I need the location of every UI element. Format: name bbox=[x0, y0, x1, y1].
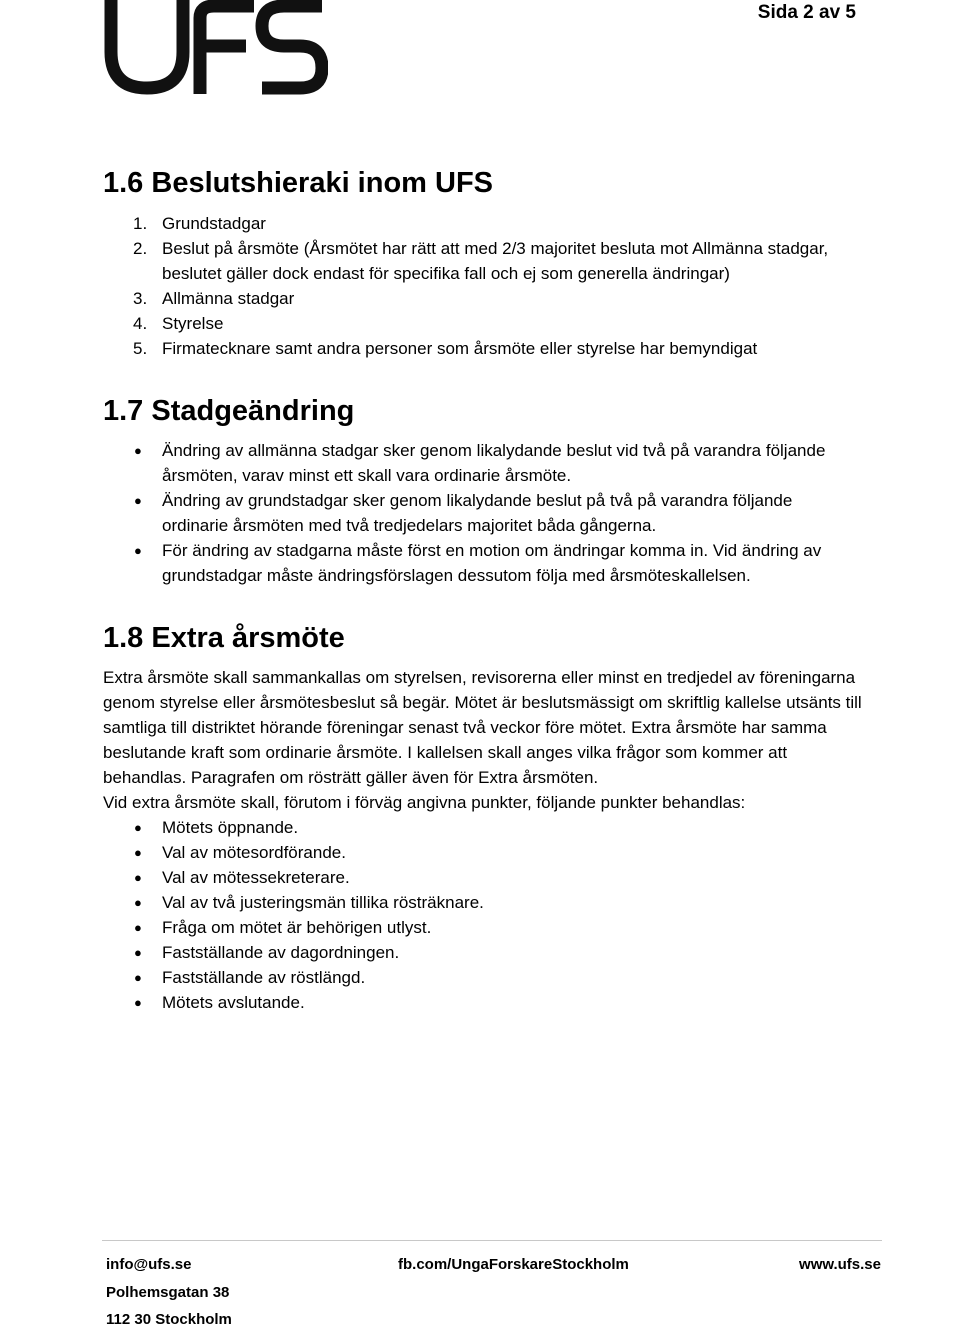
bullet-icon: ● bbox=[134, 895, 142, 910]
amendment-list bbox=[103, 438, 863, 588]
page-number: Sida 2 av 5 bbox=[757, 2, 856, 23]
bullet-icon: ● bbox=[134, 493, 142, 508]
bullet-icon: ● bbox=[134, 845, 142, 860]
list-marker: 4. bbox=[133, 314, 148, 333]
list-item bbox=[103, 488, 863, 538]
list-item-text: Firmatecknare samt andra personer som årsmöte eller styrelse har bemyndigat bbox=[162, 339, 758, 358]
list-item bbox=[103, 940, 863, 965]
list-marker: 5. bbox=[133, 339, 148, 358]
list-item bbox=[103, 915, 863, 940]
list-item-text: Beslut på årsmöte (Årsmötet har rätt att med 2/3 majoritet besluta mot Allmänna stadgar, beslutet gäller dock endast för specifika fall och ej som generella ändringar) bbox=[162, 239, 829, 283]
list-item-text: Val av två justeringsmän tillika rösträknare. bbox=[162, 893, 484, 912]
list-marker: 2. bbox=[133, 239, 148, 258]
bullet-icon: ● bbox=[134, 543, 142, 558]
list-item-text: Allmänna stadgar bbox=[162, 289, 295, 308]
list-item bbox=[103, 815, 863, 840]
list-item bbox=[103, 311, 863, 336]
list-item-text: Mötets öppnande. bbox=[162, 818, 299, 837]
list-marker: 1. bbox=[133, 214, 148, 233]
list-item bbox=[103, 538, 863, 588]
footer-divider bbox=[102, 1240, 882, 1241]
list-item bbox=[103, 236, 863, 286]
paragraph: Vid extra årsmöte skall, förutom i förväg angivna punkter, följande punkter behandlas: bbox=[103, 793, 746, 812]
section-heading-1-6: 1.6 Beslutshieraki inom UFS bbox=[103, 167, 494, 199]
list-item-text: Styrelse bbox=[162, 314, 224, 333]
bullet-icon: ● bbox=[134, 820, 142, 835]
list-item bbox=[103, 438, 863, 488]
list-item-text: Fastställande av dagordningen. bbox=[162, 943, 400, 962]
bullet-icon: ● bbox=[134, 995, 142, 1010]
list-item bbox=[103, 865, 863, 890]
list-item bbox=[103, 890, 863, 915]
section-heading-1-7: 1.7 Stadgeändring bbox=[103, 395, 355, 427]
list-item bbox=[103, 286, 863, 311]
list-item-text: För ändring av stadgarna måste först en motion om ändringar komma in. Vid ändring av grundstadgar måste ändringsförslagen dessutom följa med årsmöteskallelsen. bbox=[162, 541, 822, 585]
bullet-icon: ● bbox=[134, 443, 142, 458]
paragraph: Extra årsmöte skall sammankallas om styrelsen, revisorerna eller minst en tredjedel av föreningarna genom styrelse eller årsmötesbeslut så begär. Mötet är beslutsmässigt om skriftlig kallelse utsänts till samtliga till distriktet hörande föreningar senast två veckor före mötet. Extra årsmöte har samma beslutande kraft som ordinarie årsmöte. I kallelsen skall anges vilka frågor som kommer att behandlas. Paragrafen om rösträtt gäller även för Extra årsmöten. bbox=[103, 668, 862, 787]
list-item-text: Val av mötessekreterare. bbox=[162, 868, 350, 887]
list-item bbox=[103, 840, 863, 865]
footer-street-address: Polhemsgatan 38 bbox=[106, 1284, 230, 1301]
bullet-icon: ● bbox=[134, 970, 142, 985]
footer-postal-address: 112 30 Stockholm bbox=[106, 1311, 232, 1328]
list-item bbox=[103, 990, 863, 1015]
bullet-icon: ● bbox=[134, 870, 142, 885]
list-item-text: Fastställande av röstlängd. bbox=[162, 968, 366, 987]
bullet-icon: ● bbox=[134, 945, 142, 960]
list-item-text: Ändring av allmänna stadgar sker genom likalydande beslut vid två på varandra följande årsmöten, varav minst ett skall vara ordinarie årsmöte. bbox=[162, 441, 826, 485]
list-item bbox=[103, 336, 863, 361]
section-heading-1-8: 1.8 Extra årsmöte bbox=[103, 622, 345, 654]
footer-email-link[interactable]: info@ufs.se bbox=[106, 1256, 192, 1273]
footer-website-link[interactable]: www.ufs.se bbox=[799, 1256, 881, 1273]
hierarchy-list bbox=[103, 211, 863, 361]
list-item-text: Fråga om mötet är behörigen utlyst. bbox=[162, 918, 432, 937]
list-item-text: Ändring av grundstadgar sker genom likalydande beslut på två på varandra följande ordinarie årsmöten med två tredjedelars majoritet båda gångerna. bbox=[162, 491, 793, 535]
agenda-list bbox=[103, 815, 863, 1015]
ufs-logo bbox=[102, 0, 328, 96]
list-item-text: Val av mötesordförande. bbox=[162, 843, 346, 862]
document-body bbox=[103, 163, 863, 1015]
list-marker: 3. bbox=[133, 289, 148, 308]
list-item bbox=[103, 211, 863, 236]
bullet-icon: ● bbox=[134, 920, 142, 935]
list-item-text: Mötets avslutande. bbox=[162, 993, 305, 1012]
list-item bbox=[103, 965, 863, 990]
list-item-text: Grundstadgar bbox=[162, 214, 266, 233]
footer-facebook-link[interactable]: fb.com/UngaForskareStockholm bbox=[398, 1256, 629, 1273]
